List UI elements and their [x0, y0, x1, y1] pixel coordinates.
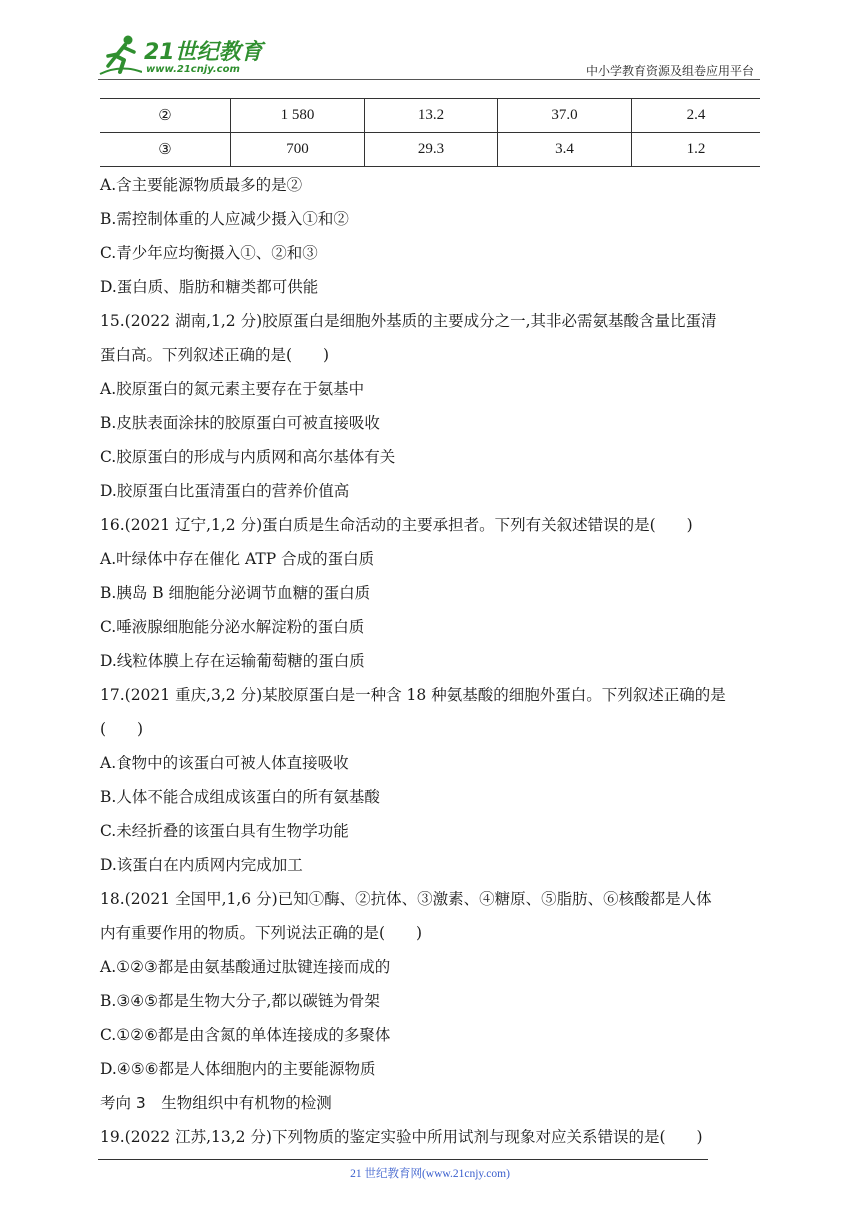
table-row [100, 99, 760, 133]
option-line: B.人体不能合成组成该蛋白的所有氨基酸 [100, 788, 380, 806]
logo-url: www.21cnjy.com [146, 64, 240, 75]
table-cell: 1 580 [231, 99, 365, 133]
option-line: B.需控制体重的人应减少摄入①和② [100, 210, 349, 228]
section-heading: 考向 3 生物组织中有机物的检测 [100, 1094, 332, 1112]
option-line: B.胰岛 B 细胞能分泌调节血糖的蛋白质 [100, 584, 371, 602]
option-line: A.胶原蛋白的氮元素主要存在于氨基中 [100, 380, 365, 398]
table-cell: 3.4 [498, 133, 632, 167]
footer-divider [98, 1159, 708, 1160]
table-cell: 2.4 [632, 99, 761, 133]
question-stem: 18.(2021 全国甲,1,6 分)已知①酶、②抗体、③激素、④糖原、⑤脂肪、⑥核酸都是人体 [100, 890, 712, 908]
footer-link[interactable]: 21 世纪教育网(www.21cnjy.com) [350, 1168, 510, 1180]
table-cell: ③ [100, 133, 231, 167]
site-logo[interactable] [98, 34, 268, 78]
table-cell: 700 [231, 133, 365, 167]
option-line: D.线粒体膜上存在运输葡萄糖的蛋白质 [100, 652, 365, 670]
question-stem: 15.(2022 湖南,1,2 分)胶原蛋白是细胞外基质的主要成分之一,其非必需氨基酸含量比蛋清 [100, 312, 717, 330]
question-stem: 17.(2021 重庆,3,2 分)某胶原蛋白是一种含 18 种氨基酸的细胞外蛋白。下列叙述正确的是 [100, 686, 726, 704]
header-divider [98, 79, 760, 80]
table-cell: ② [100, 99, 231, 133]
table-row [100, 133, 760, 167]
option-line: B.③④⑤都是生物大分子,都以碳链为骨架 [100, 992, 380, 1010]
question-content [100, 168, 762, 1154]
option-line: A.叶绿体中存在催化 ATP 合成的蛋白质 [100, 550, 375, 568]
table-cell: 29.3 [365, 133, 498, 167]
question-stem: 19.(2022 江苏,13,2 分)下列物质的鉴定实验中所用试剂与现象对应关系错误的是( ) [100, 1128, 703, 1146]
option-line: D.④⑤⑥都是人体细胞内的主要能源物质 [100, 1060, 376, 1078]
table-cell: 13.2 [365, 99, 498, 133]
question-stem: ( ) [100, 720, 144, 738]
option-line: C.未经折叠的该蛋白具有生物学功能 [100, 822, 349, 840]
header-tagline: 中小学教育资源及组卷应用平台 [585, 64, 754, 78]
option-line: A.①②③都是由氨基酸通过肽键连接而成的 [100, 958, 391, 976]
option-line: C.①②⑥都是由含氮的单体连接成的多聚体 [100, 1026, 391, 1044]
runner-logo-icon [98, 34, 142, 78]
question-stem: 16.(2021 辽宁,1,2 分)蛋白质是生命活动的主要承担者。下列有关叙述错误的是( ) [100, 516, 693, 534]
option-line: A.含主要能源物质最多的是② [100, 176, 303, 194]
option-line: D.该蛋白在内质网内完成加工 [100, 856, 303, 874]
question-stem: 蛋白高。下列叙述正确的是( ) [100, 346, 330, 364]
option-line: C.唾液腺细胞能分泌水解淀粉的蛋白质 [100, 618, 365, 636]
table-cell: 37.0 [498, 99, 632, 133]
nutrition-table [100, 98, 760, 167]
table-cell: 1.2 [632, 133, 761, 167]
option-line: A.食物中的该蛋白可被人体直接吸收 [100, 754, 349, 772]
question-stem: 内有重要作用的物质。下列说法正确的是( ) [100, 924, 423, 942]
option-line: C.青少年应均衡摄入①、②和③ [100, 244, 318, 262]
option-line: C.胶原蛋白的形成与内质网和高尔基体有关 [100, 448, 396, 466]
option-line: D.蛋白质、脂肪和糖类都可供能 [100, 278, 319, 296]
option-line: B.皮肤表面涂抹的胶原蛋白可被直接吸收 [100, 414, 380, 432]
option-line: D.胶原蛋白比蛋清蛋白的营养价值高 [100, 482, 350, 500]
logo-title: 21世纪教育 [144, 40, 263, 65]
page-header [98, 30, 760, 82]
